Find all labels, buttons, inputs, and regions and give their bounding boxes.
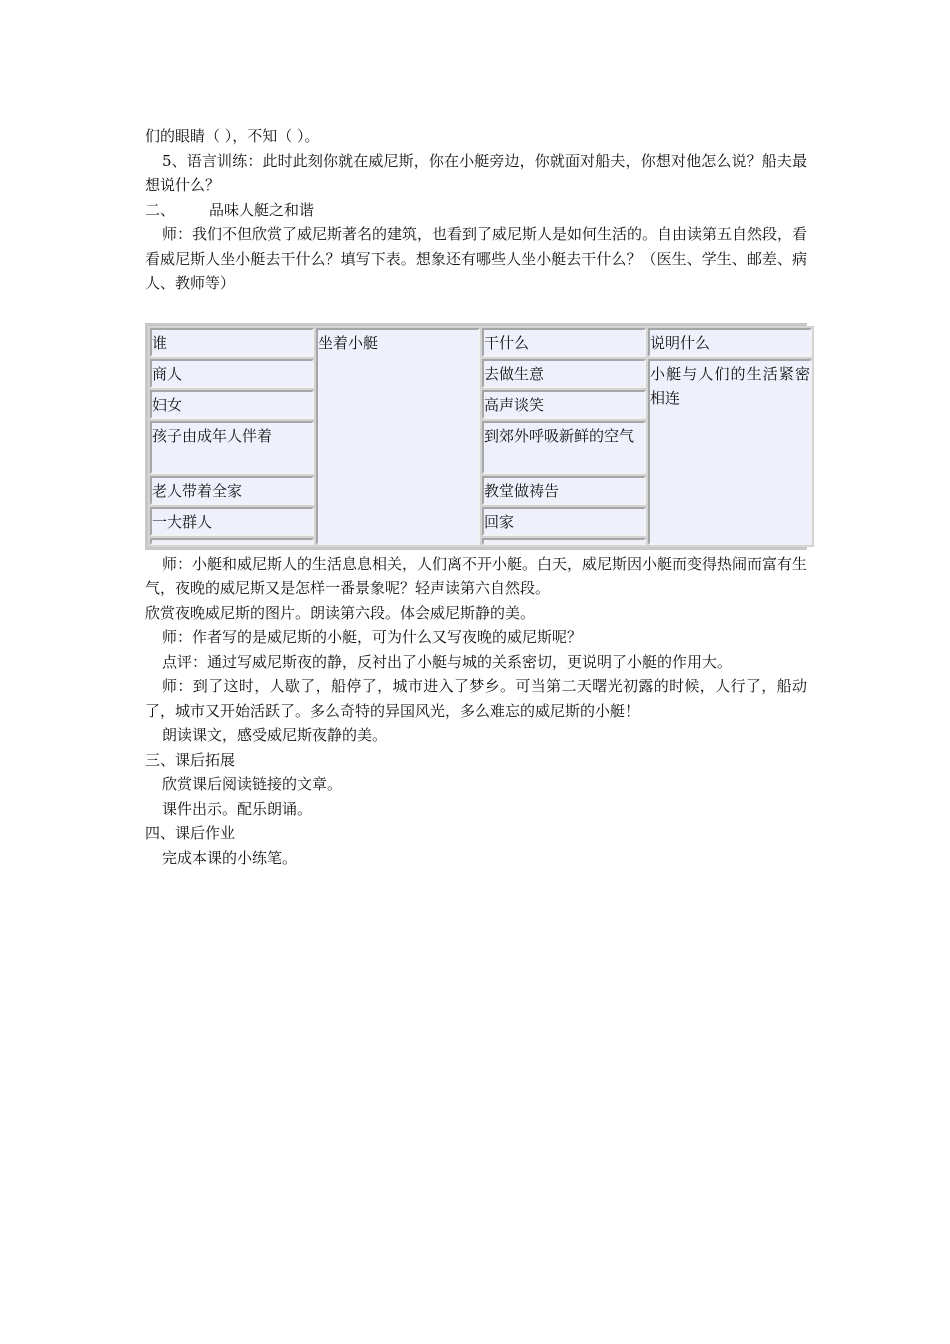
paragraph: 欣赏课后阅读链接的文章。: [162, 775, 343, 793]
paragraph: 完成本课的小练笔。: [162, 848, 298, 867]
paragraph: 师：小艇和威尼斯人的生活息息相关，人们离不开小艇。白天，威尼斯因小艇而变得热闹而富有生气，夜晚的威尼斯又是怎样一番景象呢？轻声读第六自然段。: [145, 554, 808, 597]
table-header-cell: 干什么: [482, 328, 646, 357]
table-cell-meaning: 小艇与人们的生活紧密相连: [648, 359, 812, 545]
table-cell-what: 高声谈笑: [482, 390, 646, 419]
table-cell-who: 一大群人: [150, 507, 314, 536]
table-header-cell: 谁: [150, 328, 314, 357]
paragraph: 三、课后拓展: [145, 750, 236, 769]
activity-table: [145, 323, 810, 550]
paragraph: 欣赏夜晚威尼斯的图片。朗读第六段。体会威尼斯静的美。: [145, 603, 536, 622]
paragraph: 师：到了这时，人歇了，船停了，城市进入了梦乡。可当第二天曙光初露的时候，人行了，船动了，城市又开始活跃了。多么奇特的异国风光，多么难忘的威尼斯的小艇！: [145, 677, 807, 720]
section-number: 二、: [145, 200, 176, 219]
paragraph: 朗读课文，感受威尼斯夜静的美。: [162, 726, 388, 744]
table-header-row: [150, 328, 812, 357]
paragraph: 们的眼睛（ ），不知（ ）。: [145, 127, 320, 145]
table-spacer-cell: [150, 538, 314, 545]
table-cell-what: 回家: [482, 507, 646, 536]
section-heading: [145, 198, 807, 223]
paragraph: 点评：通过写威尼斯夜的静，反衬出了小艇与城的关系密切，更说明了小艇的作用大。: [162, 652, 733, 671]
table-header-cell: 说明什么: [648, 328, 812, 357]
paragraph: 5、语言训练：此时此刻你就在威尼斯，你在小艇旁边，你就面对船夫，你想对他怎么说？船夫最想说什么？: [145, 151, 807, 194]
table-cell-what: 教堂做祷告: [482, 476, 646, 505]
paragraph: 师：我们不但欣赏了威尼斯著名的建筑，也看到了威尼斯人是如何生活的。自由读第五自然段，看看威尼斯人坐小艇去干什么？填写下表。想象还有哪些人坐小艇去干什么？（医生、学生、邮差、病人、教师等）: [145, 225, 808, 292]
table-cell-who: 老人带着全家: [150, 476, 314, 505]
paragraph: 师：作者写的是威尼斯的小艇，可为什么又写夜晚的威尼斯呢？: [162, 628, 583, 646]
table-cell-who: 孩子由成年人伴着: [150, 421, 314, 474]
document-page: [145, 124, 810, 870]
table-cell-what: 去做生意: [482, 359, 646, 388]
table-cell-who: 商人: [150, 359, 314, 388]
table-spacer-cell: [482, 538, 646, 545]
paragraph: 课件出示。配乐朗诵。: [162, 799, 313, 818]
section-title: 品味人艇之和谐: [209, 200, 315, 219]
table-row: [150, 359, 812, 388]
table-header-cell: 坐着小艇: [316, 328, 480, 545]
table-cell-what: 到郊外呼吸新鲜的空气: [482, 421, 646, 474]
paragraph: 四、课后作业: [145, 824, 236, 842]
table-cell-who: 妇女: [150, 390, 314, 419]
paragraph-list: [145, 552, 807, 871]
